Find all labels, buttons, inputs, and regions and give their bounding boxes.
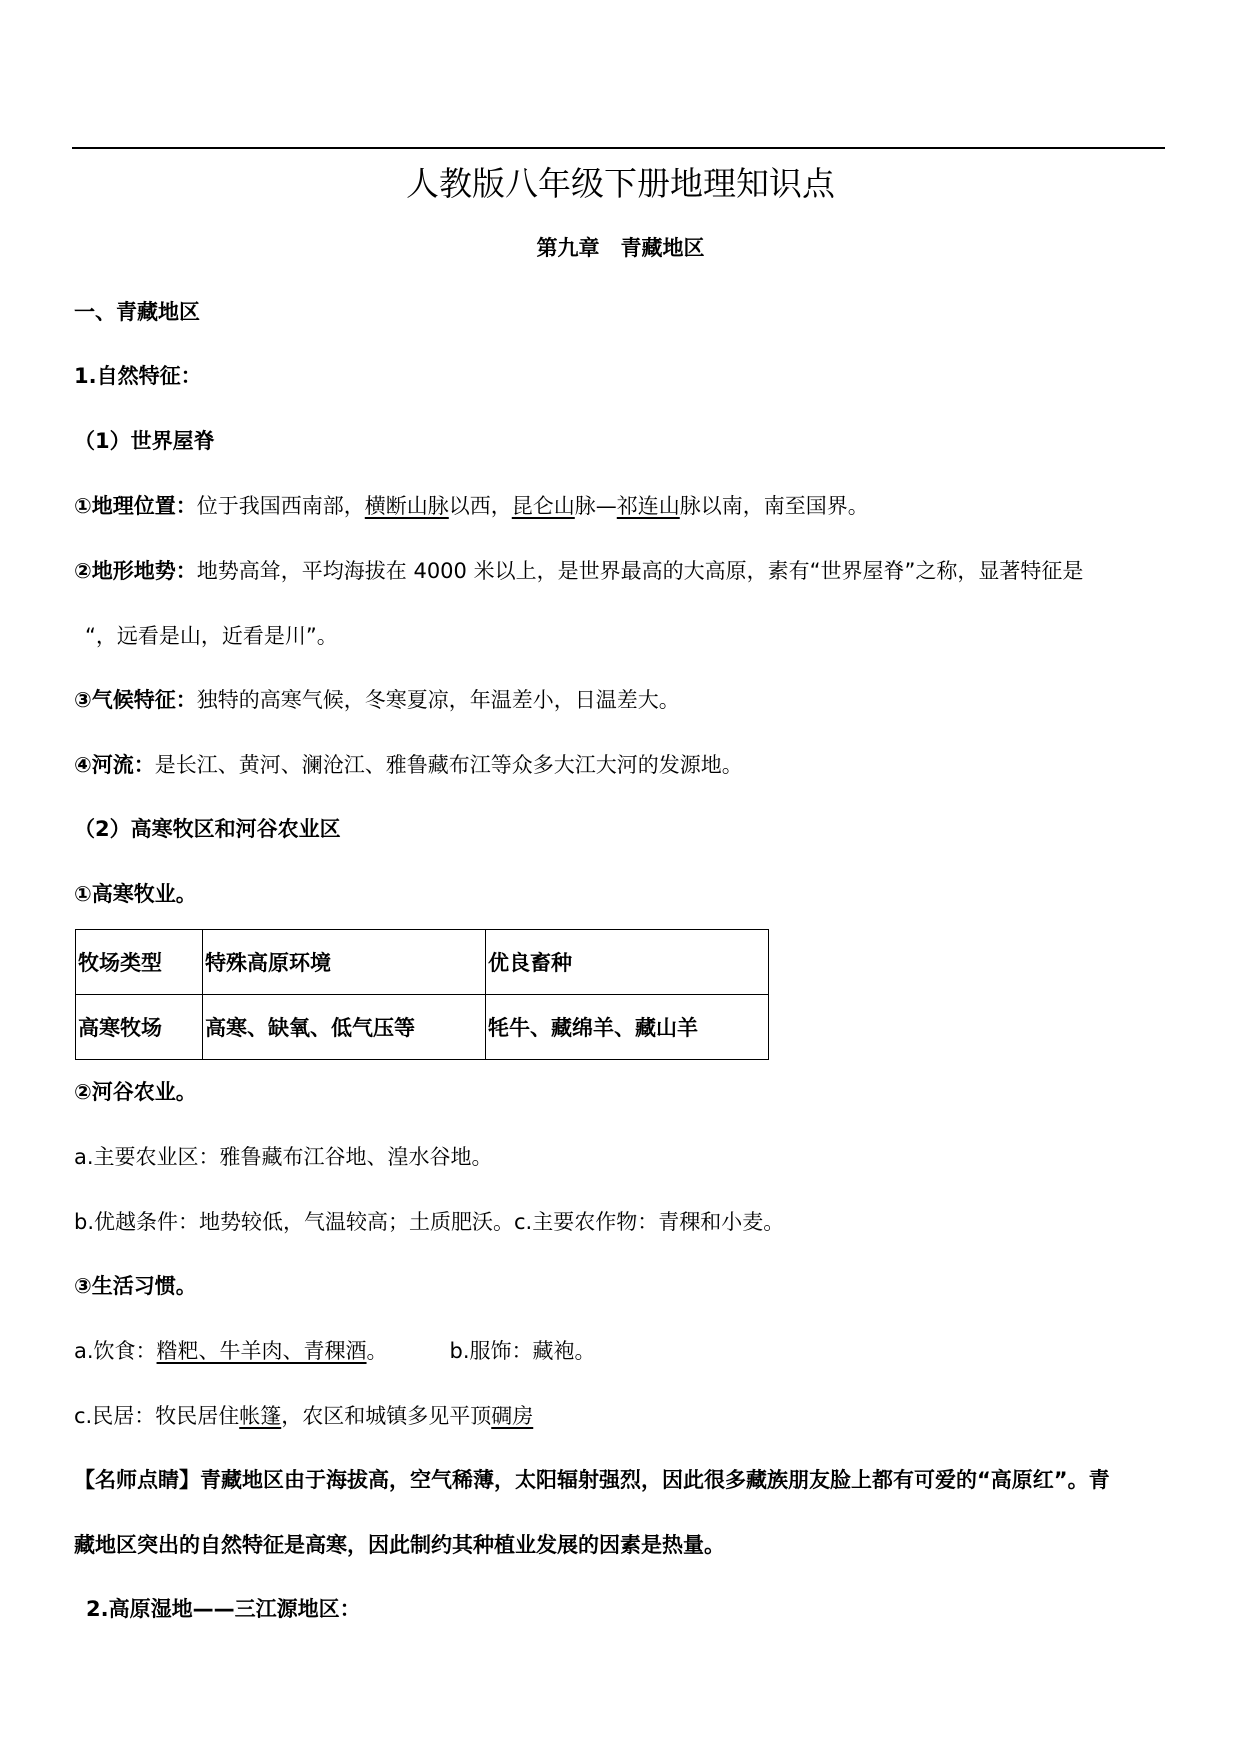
natural-features-heading: 1.自然特征： xyxy=(74,364,202,388)
header-rule xyxy=(72,147,1165,149)
location-text-3: 脉— xyxy=(574,494,617,518)
chapter-name: 青藏地区 xyxy=(620,236,705,260)
rivers-paragraph xyxy=(74,751,743,779)
diet-label: a.饮食： xyxy=(74,1339,157,1363)
section-heading: 一、青藏地区 xyxy=(74,300,200,324)
location-paragraph xyxy=(74,492,869,520)
location-text-2: 以西， xyxy=(448,494,512,518)
climate-paragraph xyxy=(74,686,680,714)
wetland-heading: 2.高原湿地——三江源地区： xyxy=(86,1597,361,1621)
climate-text: 独特的高寒气候，冬寒夏凉，年温差小，日温差大。 xyxy=(196,688,680,712)
main-farming-areas: a.主要农业区：雅鲁藏布江谷地、湟水谷地。 xyxy=(74,1145,493,1169)
herding-heading: ①高寒牧业。 xyxy=(74,882,197,906)
valley-farming-heading: ②河谷农业。 xyxy=(74,1080,197,1104)
rivers-text: 是长江、黄河、澜沧江、雅鲁藏布江等众多大江大河的发源地。 xyxy=(154,753,743,777)
housing-line xyxy=(74,1402,533,1430)
table-cell: 高寒、缺氧、低气压等 xyxy=(203,995,486,1060)
roof-of-world-subheading: （1）世界屋脊 xyxy=(74,429,215,453)
clothing-text: b.服饰：藏袍。 xyxy=(449,1339,596,1363)
location-label: ①地理位置： xyxy=(74,494,197,518)
teacher-tip-line-1: 【名师点睛】青藏地区由于海拔高，空气稀薄，太阳辐射强烈，因此很多藏族朋友脸上都有可爱的“高原红”。青 xyxy=(74,1468,1110,1492)
pasture-table xyxy=(75,929,769,1060)
favorable-conditions: b.优越条件：地势较低，气温较高；土质肥沃。c.主要农作物：青稞和小麦。 xyxy=(74,1210,785,1234)
table-cell: 特殊高原环境 xyxy=(203,930,486,995)
terrain-paragraph xyxy=(74,557,1083,585)
table-row xyxy=(76,995,769,1060)
document-title: 人教版八年级下册地理知识点 xyxy=(406,164,835,203)
location-text-4: 脉以南，南至国界。 xyxy=(679,494,869,518)
chapter-number: 第九章 xyxy=(536,236,600,260)
table-cell: 优良畜种 xyxy=(486,930,769,995)
table-cell: 高寒牧场 xyxy=(76,995,203,1060)
table-cell: 牦牛、藏绵羊、藏山羊 xyxy=(486,995,769,1060)
chapter-heading xyxy=(0,234,1241,262)
customs-heading: ③生活习惯。 xyxy=(74,1274,197,1298)
diet-end: 。 xyxy=(366,1339,388,1363)
hengduan-mountains: 横断山脉 xyxy=(364,494,449,518)
kunlun-mountains: 昆仑山 xyxy=(511,494,575,518)
teacher-tip-line-2: 藏地区突出的自然特征是高寒，因此制约其种植业发展的因素是热量。 xyxy=(74,1533,725,1557)
rivers-label: ④河流： xyxy=(74,753,155,777)
housing-mid: ，农区和城镇多见平顶 xyxy=(281,1404,492,1428)
diet-clothing-line xyxy=(74,1337,596,1365)
qilian-mountains: 祁连山 xyxy=(616,494,680,518)
farming-subheading: （2）高寒牧区和河谷农业区 xyxy=(74,817,341,841)
terrain-label: ②地形地势： xyxy=(74,559,197,583)
diet-items: 糌粑、牛羊肉、青稞酒 xyxy=(156,1339,367,1363)
terrain-text: 地势高耸，平均海拔在 4000 米以上，是世界最高的大高原，素有“世界屋脊”之称，显著特征是 xyxy=(196,559,1084,583)
table-cell: 牧场类型 xyxy=(76,930,203,995)
housing-label: c.民居：牧民居住 xyxy=(74,1404,240,1428)
table-header-row xyxy=(76,930,769,995)
location-text-1: 位于我国西南部， xyxy=(196,494,365,518)
climate-label: ③气候特征： xyxy=(74,688,197,712)
tent-term: 帐篷 xyxy=(239,1404,282,1428)
terrain-continuation: “，远看是山，近看是川”。 xyxy=(85,624,338,648)
blockhouse-term: 碉房 xyxy=(491,1404,534,1428)
